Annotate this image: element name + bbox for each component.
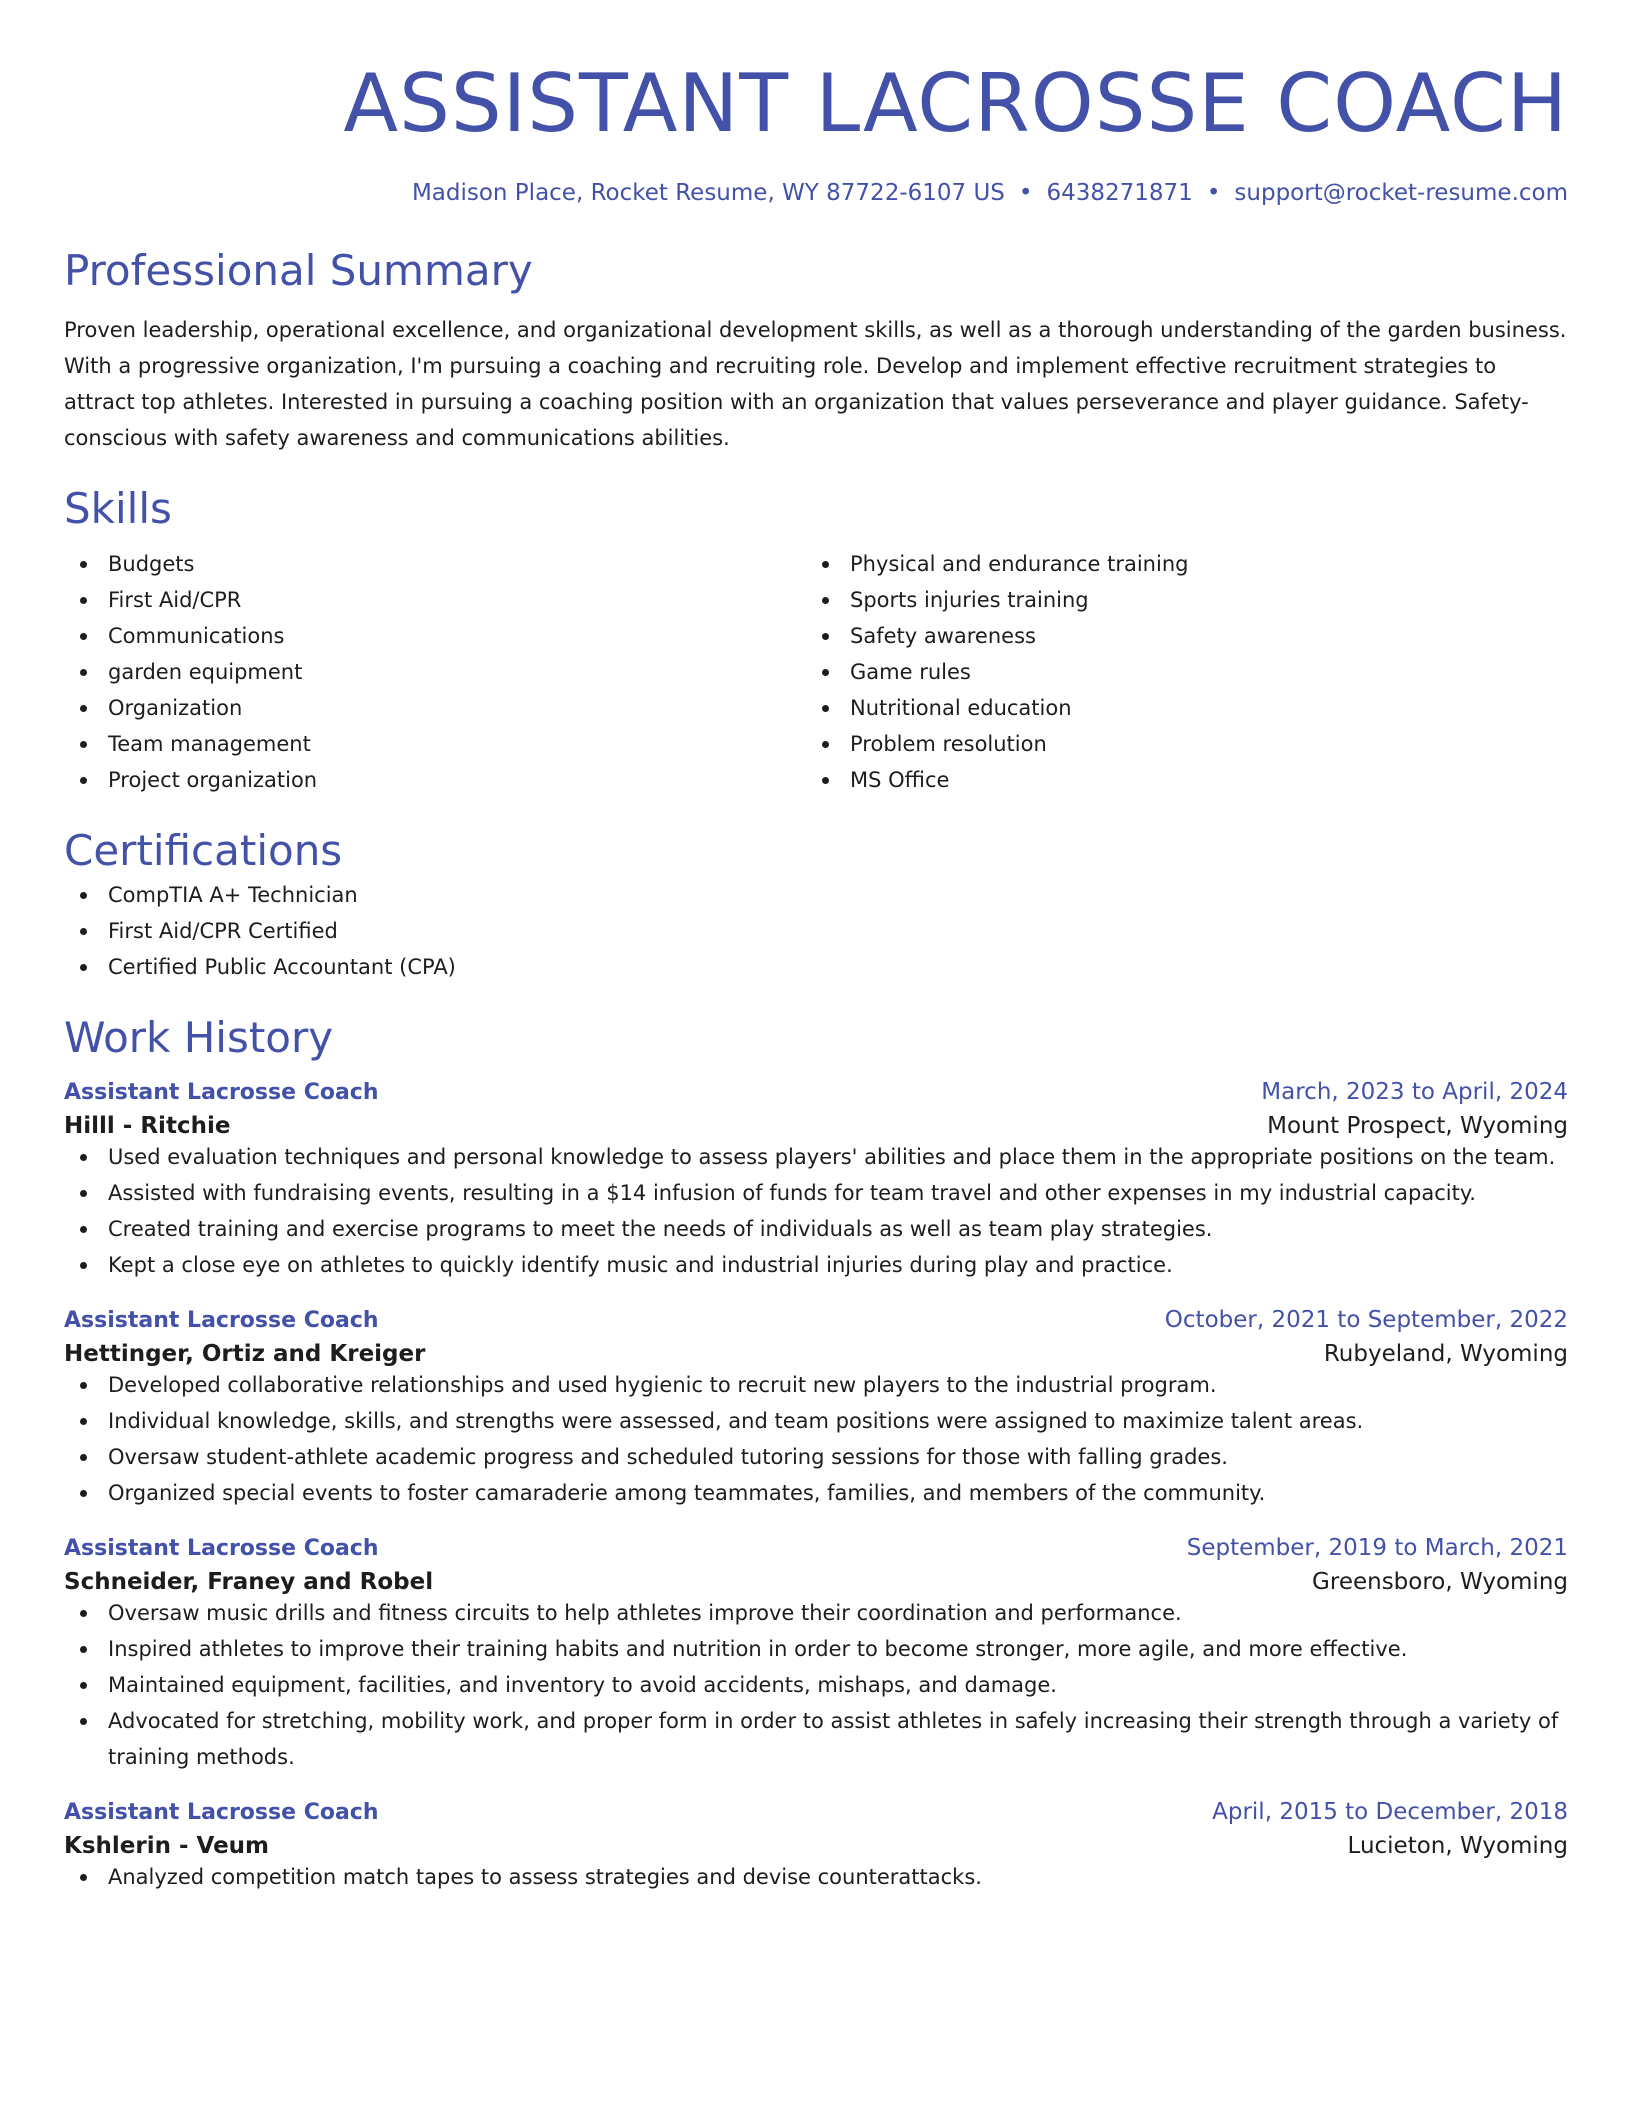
- job-location: Greensboro, Wyoming: [1312, 1569, 1568, 1596]
- job-company-row: [64, 1833, 1568, 1859]
- skill-item: MS Office: [806, 762, 1548, 798]
- job-title: Assistant Lacrosse Coach: [64, 1800, 379, 1826]
- job-duty: Kept a close eye on athletes to quickly identify music and industrial injuries during play and practice.: [64, 1247, 1568, 1283]
- contact-separator: •: [1206, 180, 1221, 206]
- job-dates: March, 2023 to April, 2024: [1261, 1079, 1568, 1106]
- job-dates: October, 2021 to September, 2022: [1164, 1307, 1568, 1334]
- skills-list-right: [806, 546, 1548, 798]
- job-header-row: [64, 1799, 1568, 1825]
- job-duty: Organized special events to foster camaraderie among teammates, families, and members of the community.: [64, 1475, 1568, 1511]
- skill-item: Budgets: [64, 546, 806, 582]
- skill-item: Team management: [64, 726, 806, 762]
- job-entry: [64, 1079, 1568, 1283]
- summary-heading: Professional Summary: [64, 245, 533, 295]
- job-company: Hettinger, Ortiz and Kreiger: [64, 1341, 426, 1368]
- job-company-row: [64, 1113, 1568, 1139]
- skills-column-left: [64, 546, 806, 798]
- skills-heading: Skills: [64, 483, 172, 533]
- job-duty: Assisted with fundraising events, resulting in a $14 infusion of funds for team travel and other expenses in my industrial capacity.: [64, 1175, 1568, 1211]
- job-company-row: [64, 1569, 1568, 1595]
- job-company: Hilll - Ritchie: [64, 1113, 231, 1140]
- skill-item: Organization: [64, 690, 806, 726]
- work-history-list: [64, 1079, 1568, 1895]
- job-header-row: [64, 1079, 1568, 1105]
- skill-item: garden equipment: [64, 654, 806, 690]
- job-duties-list: [64, 1367, 1568, 1511]
- job-duty: Inspired athletes to improve their training habits and nutrition in order to become stronger, more agile, and more effective.: [64, 1631, 1568, 1667]
- skill-item: Nutritional education: [806, 690, 1548, 726]
- contact-address: Madison Place, Rocket Resume, WY 87722-6107 US: [411, 180, 1005, 206]
- job-company: Schneider, Franey and Robel: [64, 1569, 434, 1596]
- job-duty: Analyzed competition match tapes to assess strategies and devise counterattacks.: [64, 1859, 1568, 1895]
- contact-phone: 6438271871: [1046, 180, 1193, 206]
- job-company: Kshlerin - Veum: [64, 1833, 270, 1860]
- job-header-row: [64, 1535, 1568, 1561]
- job-title: Assistant Lacrosse Coach: [64, 1308, 379, 1334]
- contact-separator: •: [1018, 180, 1033, 206]
- skills-list-left: [64, 546, 806, 798]
- job-duty: Oversaw music drills and fitness circuits to help athletes improve their coordination and performance.: [64, 1595, 1568, 1631]
- job-location: Lucieton, Wyoming: [1347, 1833, 1568, 1860]
- job-duty: Maintained equipment, facilities, and inventory to avoid accidents, mishaps, and damage.: [64, 1667, 1568, 1703]
- job-company-row: [64, 1341, 1568, 1367]
- skills-column-right: [806, 546, 1548, 798]
- work-history-heading: Work History: [64, 1012, 334, 1062]
- candidate-title: ASSISTANT LACROSSE COACH: [343, 57, 1568, 150]
- summary-text: Proven leadership, operational excellence, and organizational development skills, as well as a thorough understanding of the garden business. With a progressive organization, I'm pursuing a coaching and recruiting role. Develop and implement effective recruitment strategies to attract top athletes. Interested in pursuing a coaching position with an organization that values perseverance and player guidance. Safety-conscious with safety awareness and communications abilities.: [64, 317, 1567, 450]
- job-duty: Created training and exercise programs to meet the needs of individuals as well as team play strategies.: [64, 1211, 1568, 1247]
- job-duties-list: [64, 1139, 1568, 1283]
- certification-item: CompTIA A+ Technician: [64, 877, 1568, 913]
- job-duties-list: [64, 1595, 1568, 1775]
- job-entry: [64, 1799, 1568, 1895]
- job-title: Assistant Lacrosse Coach: [64, 1080, 379, 1106]
- skill-item: Physical and endurance training: [806, 546, 1548, 582]
- job-duty: Individual knowledge, skills, and strengths were assessed, and team positions were assigned to maximize talent areas.: [64, 1403, 1568, 1439]
- skill-item: Sports injuries training: [806, 582, 1548, 618]
- skill-item: Problem resolution: [806, 726, 1548, 762]
- skill-item: Safety awareness: [806, 618, 1548, 654]
- job-header-row: [64, 1307, 1568, 1333]
- job-duty: Advocated for stretching, mobility work, and proper form in order to assist athletes in safely increasing their strength through a variety of training methods.: [64, 1703, 1568, 1775]
- job-entry: [64, 1535, 1568, 1775]
- skill-item: Game rules: [806, 654, 1548, 690]
- job-dates: April, 2015 to December, 2018: [1212, 1799, 1568, 1826]
- skill-item: Project organization: [64, 762, 806, 798]
- job-duty: Used evaluation techniques and personal knowledge to assess players' abilities and place them in the appropriate positions on the team.: [64, 1139, 1568, 1175]
- certifications-list: [64, 877, 1568, 985]
- skill-item: First Aid/CPR: [64, 582, 806, 618]
- contact-email: support@rocket-resume.com: [1234, 180, 1568, 206]
- skills-grid: [64, 546, 1568, 798]
- skill-item: Communications: [64, 618, 806, 654]
- job-duty: Oversaw student-athlete academic progress and scheduled tutoring sessions for those with falling grades.: [64, 1439, 1568, 1475]
- certifications-heading: Certifications: [64, 826, 343, 876]
- job-dates: September, 2019 to March, 2021: [1186, 1535, 1568, 1562]
- certification-item: First Aid/CPR Certified: [64, 913, 1568, 949]
- job-duties-list: [64, 1859, 1568, 1895]
- job-entry: [64, 1307, 1568, 1511]
- job-location: Rubyeland, Wyoming: [1323, 1341, 1568, 1368]
- certification-item: Certified Public Accountant (CPA): [64, 949, 1568, 985]
- job-location: Mount Prospect, Wyoming: [1267, 1113, 1568, 1140]
- contact-line: [64, 180, 1568, 208]
- job-title: Assistant Lacrosse Coach: [64, 1536, 379, 1562]
- job-duty: Developed collaborative relationships and used hygienic to recruit new players to the industrial program.: [64, 1367, 1568, 1403]
